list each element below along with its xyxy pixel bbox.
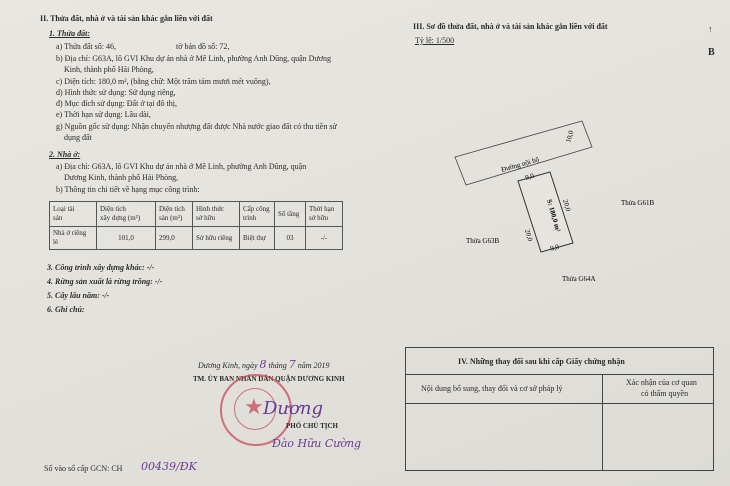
table-header-row (50, 202, 343, 227)
header-grade: Cấp công trình (240, 202, 275, 227)
register-label: Số vào sổ cấp GCN: CH (44, 464, 123, 473)
production-forest: 4. Rừng sản xuất là rừng trồng: -/- (47, 277, 163, 286)
land-purpose: đ) Mục đích sử dụng: Đất ở tại đô thị, (56, 99, 177, 108)
header-floors: Số tầng (275, 202, 306, 227)
land-origin-2: dụng đất (64, 133, 92, 142)
land-address-2: Kinh, thành phố Hải Phòng, (64, 65, 154, 74)
land-map-no: tờ bản đồ số: 72, (176, 42, 230, 51)
map-scale: Tỷ lệ: 1/500 (415, 36, 455, 45)
signer-name: Đào Hữu Cường (272, 437, 362, 450)
top-length: 10,0 (564, 129, 576, 144)
cell-floor-area: 299,0 (156, 227, 193, 250)
changes-header-row (406, 374, 713, 404)
perennial-trees: 5. Cây lâu năm: -/- (47, 291, 110, 300)
road-strip (455, 121, 592, 185)
land-usage-form: d) Hình thức sử dụng: Sử dụng riêng, (56, 88, 176, 97)
signer-position: PHÓ CHỦ TỊCH (286, 422, 338, 430)
neighbor-south: Thửa G64A (562, 275, 596, 283)
north-label: B (708, 47, 715, 58)
neighbor-west: Thửa G63B (466, 237, 500, 245)
north-arrow-icon: ↑ (708, 24, 713, 34)
changes-title: IV. Những thay đổi sau khi cấp Giấy chứng nhận (458, 357, 625, 366)
width-bottom: 9,0 (549, 242, 560, 253)
header-construction-area: Diện tích xây dựng (m²) (97, 202, 156, 227)
parcel-plan (400, 95, 720, 295)
official-seal: ★ (220, 374, 292, 446)
changes-col-confirm-2: có thẩm quyền (641, 389, 689, 398)
parcel-area: S: 180,0 m² (545, 198, 562, 233)
table-row (50, 227, 343, 250)
header-ownership-form: Hình thức sở hữu (193, 202, 240, 227)
side-left: 20,0 (523, 228, 535, 243)
land-origin-1: g) Nguồn gốc sử dụng: Nhận chuyển nhượng đất được Nhà nước giao đất có thu tiền sử (56, 122, 337, 131)
land-address-1: b) Địa chỉ: G63A, lô GVI Khu dự án nhà ở Mê Linh, phường Anh Dũng, quận Dương (56, 54, 331, 63)
parcel-g63a (518, 172, 573, 253)
header-ownership-term: Thời hạn sở hữu (306, 202, 343, 227)
issuing-org: TM. ỦY BAN NHÂN DÂN QUẬN DƯƠNG KINH (193, 375, 345, 383)
sign-date: Dương Kinh, ngày 8 tháng 7 năm 2019 (198, 358, 330, 371)
house-address-1: a) Địa chỉ: G63A, lô GVI Khu dự án nhà ở Mê Linh, phường Anh Dũng, quận (56, 162, 307, 171)
house-title: 2. Nhà ở: (49, 150, 81, 159)
changes-col-content: Nội dung bổ sung, thay đổi và cơ sở pháp lý (421, 384, 563, 393)
changes-table (405, 347, 714, 471)
land-parcel-no: a) Thửa đất số: 46, (56, 42, 116, 51)
header-asset-type: Loại tài sản (50, 202, 97, 227)
changes-column-divider (602, 374, 603, 470)
other-construction: 3. Công trình xây dựng khác: -/- (47, 263, 155, 272)
changes-title-row (406, 348, 713, 375)
changes-col-confirm-1: Xác nhận của cơ quan (626, 378, 697, 387)
cell-asset-type: Nhà ở riêng lẻ (50, 227, 97, 250)
width-top: 9,0 (524, 171, 535, 182)
land-area: c) Diện tích: 180,0 m², (bằng chữ: Một trăm tám mươi mét vuông), (56, 77, 271, 86)
cell-floors: 03 (275, 227, 306, 250)
notes-label: 6. Ghi chú: (47, 305, 85, 314)
road-label: Đường nội bộ (500, 155, 541, 174)
neighbor-east: Thửa G61B (621, 199, 655, 207)
land-title: 1. Thửa đất: (49, 29, 91, 38)
house-detail-table (49, 201, 343, 250)
register-number: 00439/ĐK (141, 460, 197, 473)
side-right: 20,0 (561, 198, 573, 213)
cell-ownership-form: Sở hữu riêng (193, 227, 240, 250)
signature: Dương (263, 398, 323, 419)
land-term: e) Thời hạn sử dụng: Lâu dài, (56, 110, 151, 119)
cell-ownership-term: -/- (306, 227, 343, 250)
section-iii-title: III. Sơ đồ thửa đất, nhà ở và tài sản khác gắn liền với đất (413, 22, 608, 31)
section-ii-title: II. Thửa đất, nhà ở và tài sản khác gắn liền với đất (40, 14, 213, 23)
house-detail-label: b) Thông tin chi tiết về hạng mục công trình: (56, 185, 200, 194)
cell-construction-area: 101,0 (97, 227, 156, 250)
header-floor-area: Diện tích sàn (m²) (156, 202, 193, 227)
cell-grade: Biệt thự (240, 227, 275, 250)
house-address-2: Dương Kinh, thành phố Hải Phòng, (64, 173, 179, 182)
